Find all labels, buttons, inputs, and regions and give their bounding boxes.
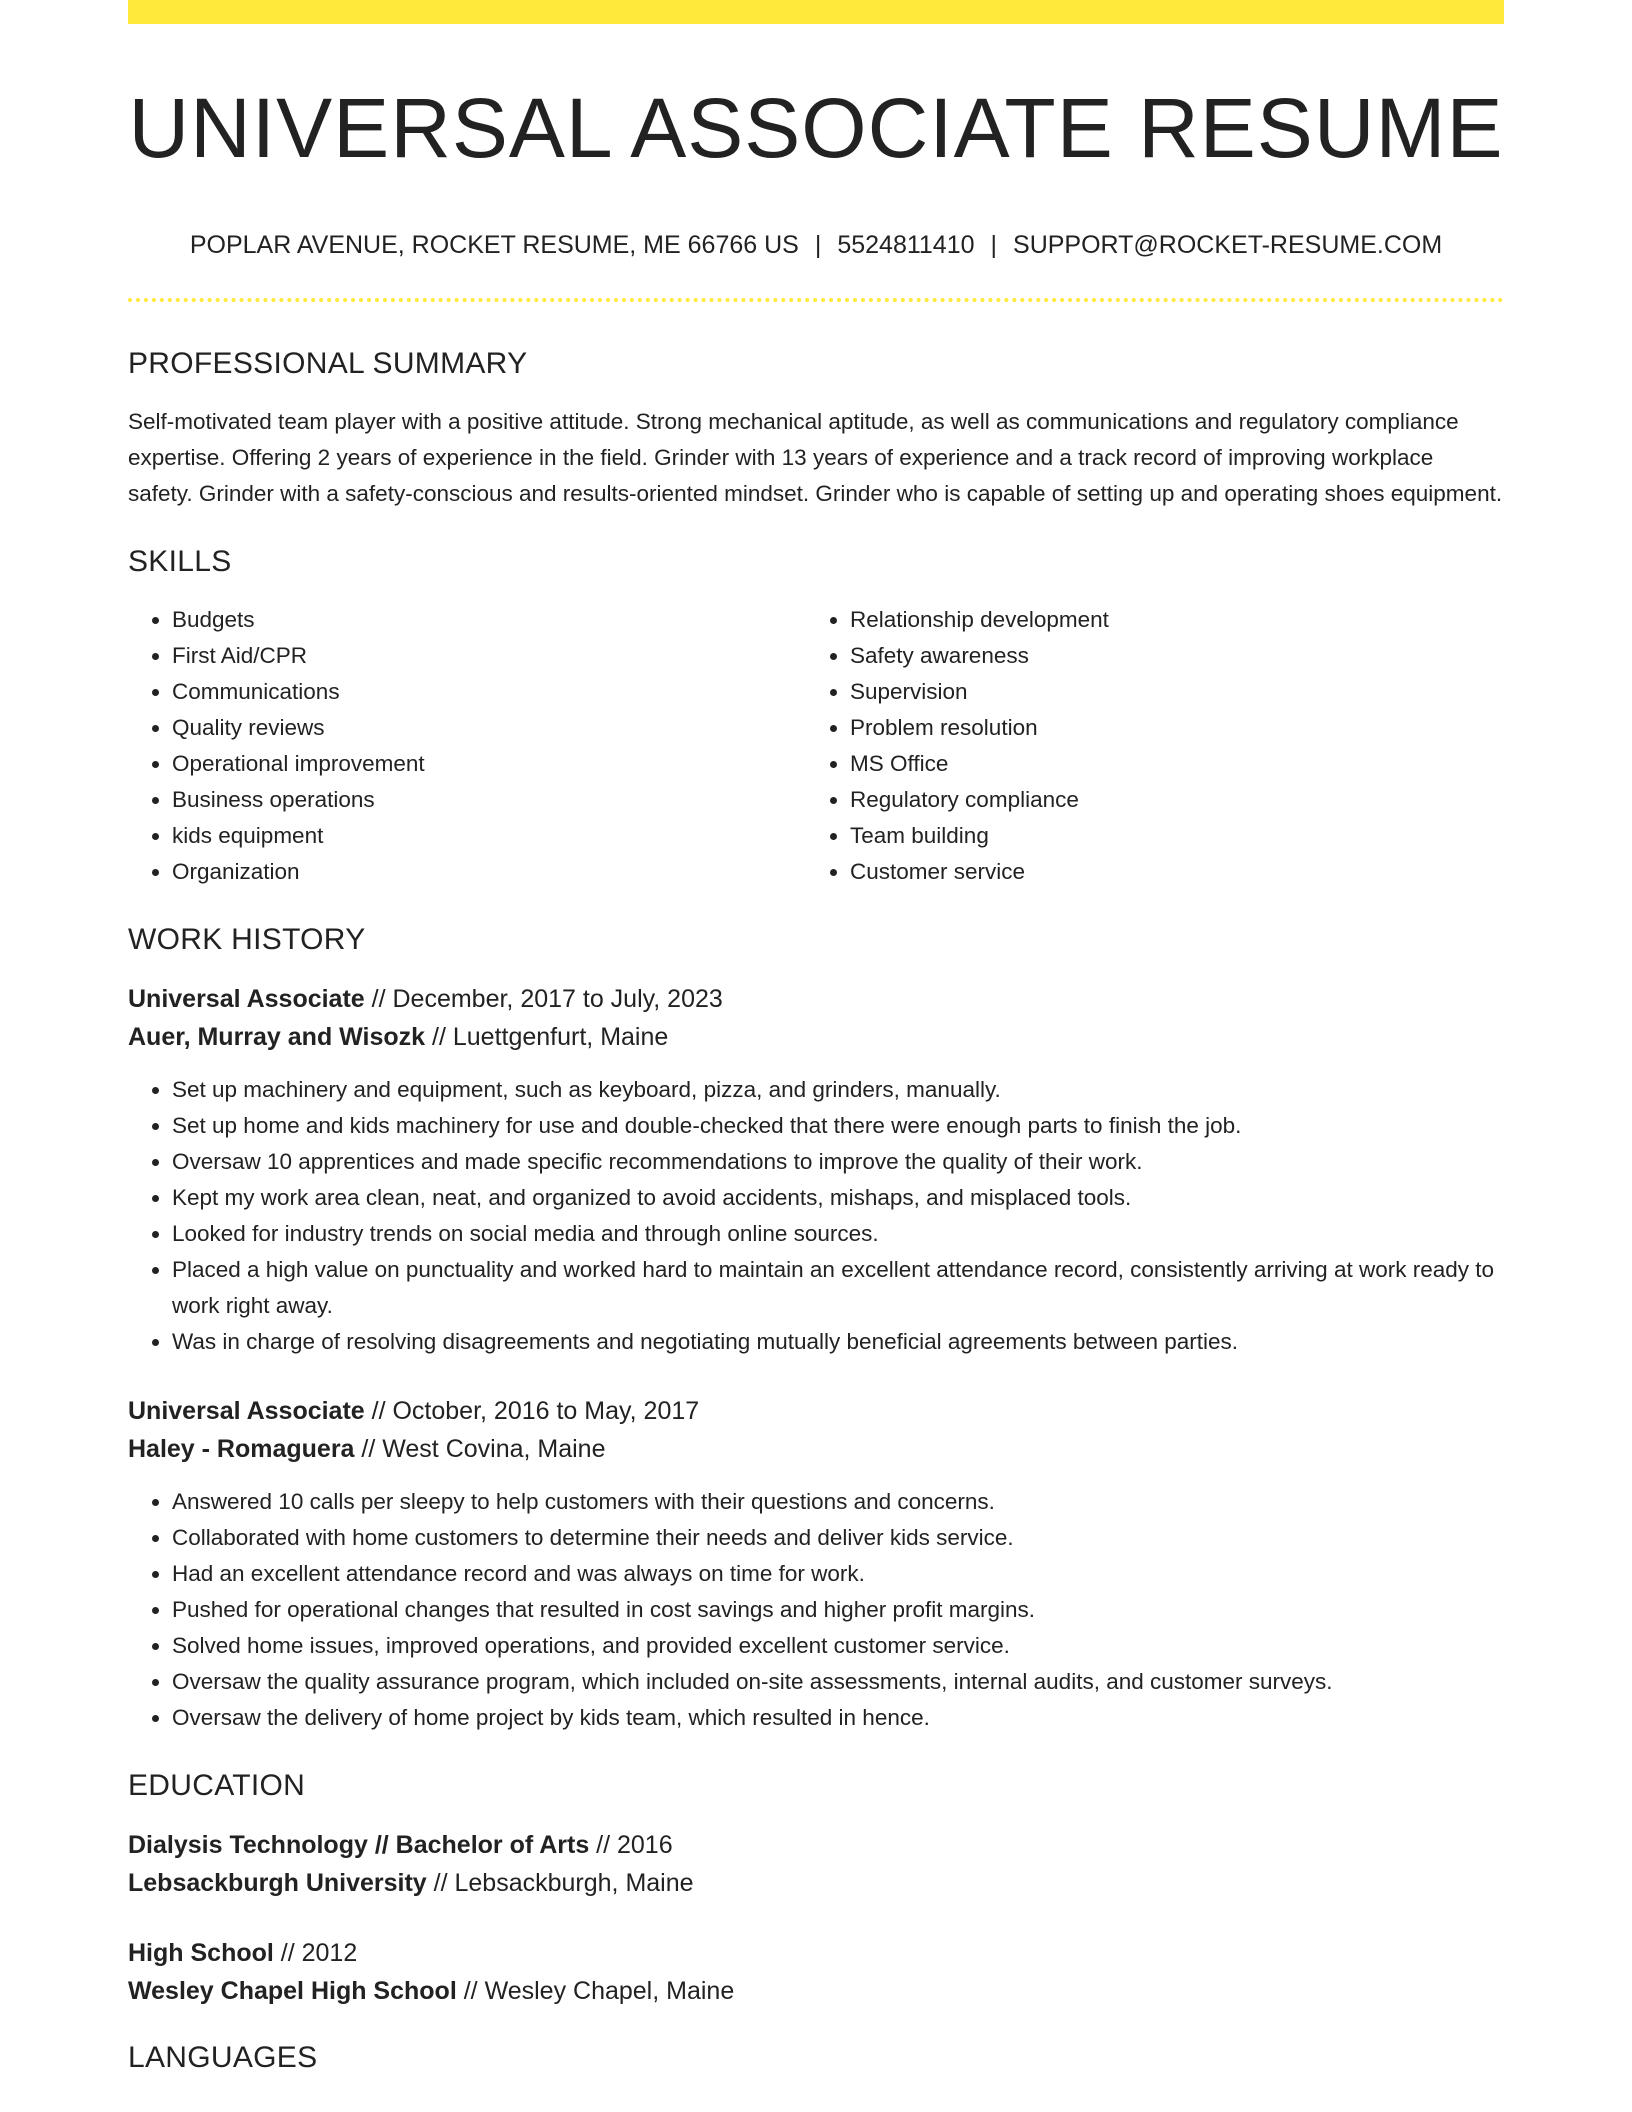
job-entry (128, 980, 1504, 1360)
job-bullet: • Oversaw the delivery of home project by kids team, which resulted in hence. (172, 1700, 1504, 1736)
skill-item: • Business operations (172, 782, 806, 818)
summary-text: Self-motivated team player with a positive attitude. Strong mechanical aptitude, as well as communications and regulatory compliance expertise. Offering 2 years of experience in the field. Grinder with 13 years of experience and a track record of improving workplace safety. Grinder with a safety-conscious and results-oriented mindset. Grinder who is capable of setting up and operating shoes equipment. (128, 409, 1503, 506)
job-bullet: • Solved home issues, improved operations, and provided excellent customer service. (172, 1628, 1504, 1664)
education-year: // 2016 (589, 1831, 673, 1859)
job-bullet: • Looked for industry trends on social media and through online sources. (172, 1216, 1504, 1252)
resume-name: UNIVERSAL ASSOCIATE RESUME (128, 81, 1504, 175)
contact-line (128, 230, 1504, 260)
job-location: // Luettgenfurt, Maine (425, 1023, 669, 1051)
job-location: // West Covina, Maine (354, 1435, 606, 1463)
skills-column-left (128, 602, 806, 890)
job-bullet: • Answered 10 calls per sleepy to help customers with their questions and concerns. (172, 1484, 1504, 1520)
job-entry (128, 1392, 1504, 1736)
job-role: Universal Associate (128, 1397, 365, 1425)
skill-item: • kids equipment (172, 818, 806, 854)
top-accent-bar (128, 0, 1504, 24)
work-section-title: WORK HISTORY (128, 923, 366, 956)
job-bullets (128, 1484, 1504, 1736)
contact-separator: | (814, 231, 822, 259)
skill-item: • Budgets (172, 602, 806, 638)
skill-item: • Problem resolution (850, 710, 1484, 746)
education-year: // 2012 (273, 1939, 358, 1967)
job-role: Universal Associate (128, 985, 365, 1013)
skill-item: • Regulatory compliance (850, 782, 1484, 818)
job-bullets (128, 1072, 1504, 1360)
contact-email: SUPPORT@ROCKET-RESUME.COM (1013, 231, 1443, 259)
job-company: Haley - Romaguera (128, 1435, 355, 1463)
job-company-line (128, 1430, 1504, 1468)
education-school-line (128, 1972, 1504, 2010)
contact-separator: | (990, 231, 998, 259)
education-degree-line (128, 1826, 1504, 1864)
skill-item: • Organization (172, 854, 806, 890)
job-bullet: • Set up home and kids machinery for use and double-checked that there were enough parts to finish the job. (172, 1108, 1504, 1144)
summary-section-title: PROFESSIONAL SUMMARY (128, 347, 528, 380)
job-dates: // October, 2016 to May, 2017 (364, 1397, 700, 1425)
job-bullet: • Oversaw 10 apprentices and made specific recommendations to improve the quality of their work. (172, 1144, 1504, 1180)
skills-list (128, 602, 1504, 890)
skill-item: • Safety awareness (850, 638, 1484, 674)
job-bullet: • Was in charge of resolving disagreements and negotiating mutually beneficial agreements between parties. (172, 1324, 1504, 1360)
skill-item: • Operational improvement (172, 746, 806, 782)
job-bullet: • Placed a high value on punctuality and worked hard to maintain an excellent attendance record, consistently arriving at work ready to work right away. (172, 1252, 1504, 1324)
job-title-line (128, 980, 1504, 1018)
skills-section-title: SKILLS (128, 545, 232, 578)
skill-item: • Quality reviews (172, 710, 806, 746)
education-degree: High School (128, 1939, 274, 1967)
skills-column-right (806, 602, 1484, 890)
job-bullet: • Oversaw the quality assurance program, which included on-site assessments, internal audits, and customer surveys. (172, 1664, 1504, 1700)
education-entry (128, 1826, 1504, 1902)
contact-address: POPLAR AVENUE, ROCKET RESUME, ME 66766 US (189, 231, 799, 259)
education-degree: Dialysis Technology // Bachelor of Arts (128, 1831, 590, 1859)
skill-item: • Relationship development (850, 602, 1484, 638)
job-bullet: • Pushed for operational changes that resulted in cost savings and higher profit margins. (172, 1592, 1504, 1628)
education-location: // Lebsackburgh, Maine (426, 1869, 694, 1897)
languages-section-title: LANGUAGES (128, 2041, 318, 2074)
job-title-line (128, 1392, 1504, 1430)
education-section-title: EDUCATION (128, 1769, 306, 1802)
skill-item: • First Aid/CPR (172, 638, 806, 674)
education-entry (128, 1934, 1504, 2010)
job-bullet: • Kept my work area clean, neat, and organized to avoid accidents, mishaps, and misplaced tools. (172, 1180, 1504, 1216)
job-company-line (128, 1018, 1504, 1056)
education-school: Lebsackburgh University (128, 1869, 427, 1897)
education-degree-line (128, 1934, 1504, 1972)
skill-item: • Supervision (850, 674, 1484, 710)
skill-item: • MS Office (850, 746, 1484, 782)
job-company: Auer, Murray and Wisozk (128, 1023, 426, 1051)
job-bullet: • Set up machinery and equipment, such as keyboard, pizza, and grinders, manually. (172, 1072, 1504, 1108)
job-dates: // December, 2017 to July, 2023 (364, 985, 723, 1013)
resume-page (128, 0, 1504, 2076)
education-location: // Wesley Chapel, Maine (456, 1977, 735, 2005)
job-bullet: • Had an excellent attendance record and was always on time for work. (172, 1556, 1504, 1592)
contact-phone: 5524811410 (837, 231, 975, 259)
skill-item: • Team building (850, 818, 1484, 854)
skill-item: • Customer service (850, 854, 1484, 890)
education-school-line (128, 1864, 1504, 1902)
job-bullet: • Collaborated with home customers to determine their needs and deliver kids service. (172, 1520, 1504, 1556)
skill-item: • Communications (172, 674, 806, 710)
education-school: Wesley Chapel High School (128, 1977, 457, 2005)
dotted-divider (128, 298, 1504, 302)
